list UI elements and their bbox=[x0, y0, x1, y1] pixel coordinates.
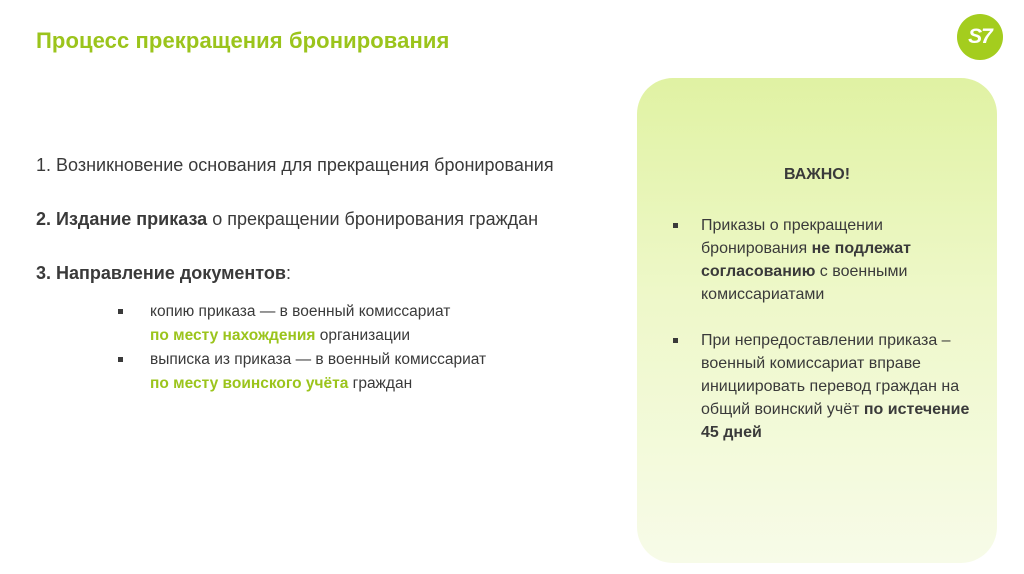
step-1 bbox=[36, 152, 596, 178]
important-2-bold: по истечение 45 дней bbox=[701, 401, 970, 441]
step-3-bold: 3. Направление документов bbox=[36, 263, 286, 283]
square-bullet-icon bbox=[118, 357, 123, 362]
list-item bbox=[673, 214, 973, 306]
important-panel bbox=[637, 78, 997, 563]
bullet-2-post: граждан bbox=[348, 375, 413, 392]
bullet-1-pre: копию приказа — в военный комиссариат bbox=[150, 303, 451, 320]
step-2-bold: 2. Издание приказа bbox=[36, 209, 208, 229]
step-2-rest: о прекращении бронирования граждан bbox=[207, 209, 539, 229]
page-title: Процесс прекращения бронирования bbox=[36, 28, 450, 53]
square-bullet-icon bbox=[118, 309, 123, 314]
bullet-1-highlight: по месту нахождения bbox=[150, 327, 316, 344]
step-1-text: 1. Возникновение основания для прекращения бронирования bbox=[36, 155, 554, 175]
list-item bbox=[118, 348, 596, 396]
documents-list bbox=[36, 300, 596, 396]
bullet-1-post: организации bbox=[315, 327, 411, 344]
s7-logo-icon: S7 bbox=[957, 14, 1003, 60]
list-item bbox=[673, 329, 973, 444]
important-list bbox=[673, 214, 973, 467]
bullet-2-highlight: по месту воинского учёта bbox=[150, 375, 349, 392]
important-1-a: Приказы о прекращении бронирования bbox=[701, 217, 883, 257]
step-3-rest: : bbox=[285, 263, 291, 283]
square-bullet-icon bbox=[673, 338, 678, 343]
important-heading: ВАЖНО! bbox=[783, 166, 851, 183]
bullet-2-pre: выписка из приказа — в военный комиссариат bbox=[150, 351, 487, 368]
square-bullet-icon bbox=[673, 223, 678, 228]
important-1-c: с военными комиссариатами bbox=[701, 263, 908, 303]
main-content bbox=[36, 152, 596, 396]
important-1-bold: не подлежат согласованию bbox=[701, 240, 911, 280]
step-3 bbox=[36, 260, 596, 286]
step-2 bbox=[36, 206, 596, 232]
important-2-a: При непредоставлении приказа – военный комиссариат вправе инициировать перевод граждан на общий воинский учёт bbox=[701, 332, 960, 418]
list-item bbox=[118, 300, 596, 348]
